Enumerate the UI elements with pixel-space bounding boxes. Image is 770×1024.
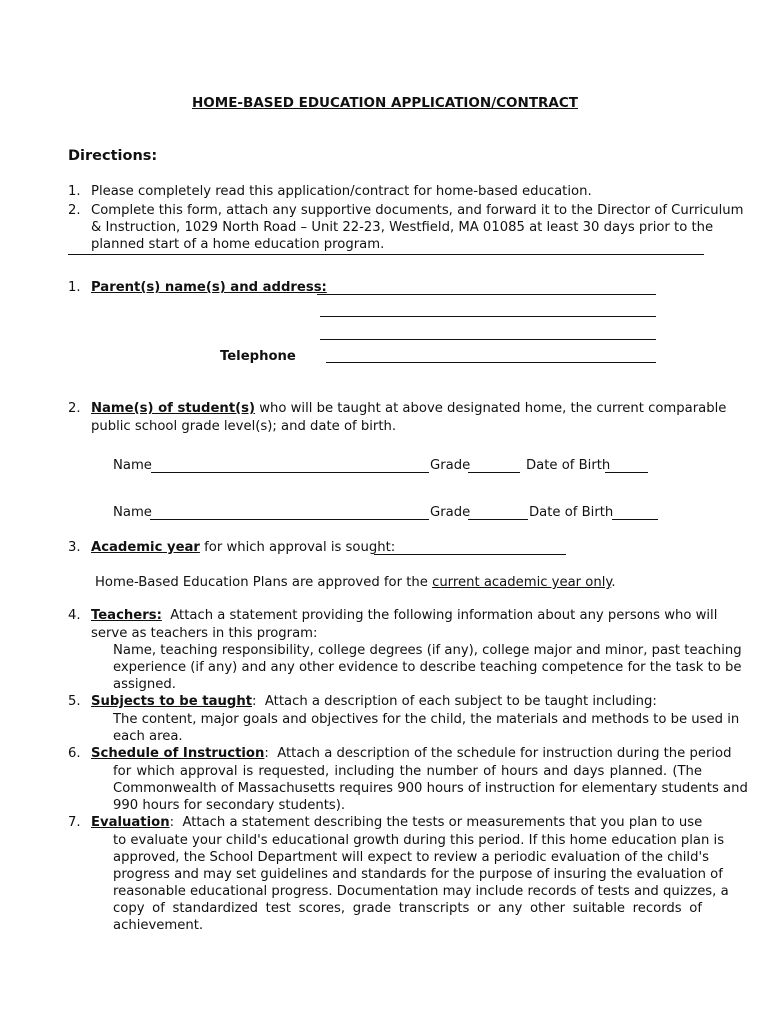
current-year-only-text: current academic year only bbox=[432, 575, 612, 590]
colon: : bbox=[169, 815, 175, 830]
direction-text: Complete this form, attach any supportive documents, and forward it to the Director of Curriculum bbox=[91, 203, 744, 218]
section-7-detail: achievement. bbox=[113, 918, 204, 933]
section-divider bbox=[68, 254, 704, 255]
colon: : bbox=[264, 746, 269, 761]
academic-year-note bbox=[95, 575, 616, 590]
section-4-detail: Name, teaching responsibility, college degrees (if any), college major and minor, past teaching bbox=[113, 643, 742, 658]
student-name-label: Name bbox=[113, 458, 152, 473]
section-4-first-line bbox=[91, 608, 717, 623]
direction-text: planned start of a home education program. bbox=[91, 237, 385, 252]
section-7-first-line bbox=[91, 815, 702, 830]
section-7-detail: to evaluate your child's educational growth during this period. If this home education plan is bbox=[113, 833, 725, 848]
section-2-text: public school grade level(s); and date of birth. bbox=[91, 419, 397, 434]
section-number: 7. bbox=[68, 815, 81, 830]
section-6-text: Attach a description of the schedule for instruction during the period bbox=[277, 746, 732, 761]
section-number: 4. bbox=[68, 608, 81, 623]
address-line-1-field[interactable] bbox=[320, 316, 656, 317]
direction-number: 1. bbox=[68, 184, 81, 199]
direction-text: & Instruction, 1029 North Road – Unit 22-23, Westfield, MA 01085 at least 30 days prior to the bbox=[91, 220, 714, 235]
section-6-detail: Commonwealth of Massachusetts requires 900 hours of instruction for elementary students and bbox=[113, 781, 748, 796]
telephone-field[interactable] bbox=[326, 362, 656, 363]
section-7-text: Attach a statement describing the tests or measurements that you plan to use bbox=[182, 815, 703, 830]
student-name-field[interactable] bbox=[151, 472, 429, 473]
parent-name-label: Parent(s) name(s) and address: bbox=[91, 280, 327, 295]
dob-label: Date of Birth bbox=[526, 458, 611, 473]
grade-label: Grade bbox=[430, 505, 471, 520]
dob-label: Date of Birth bbox=[529, 505, 614, 520]
section-number: 1. bbox=[68, 280, 81, 295]
section-4-text: serve as teachers in this program: bbox=[91, 626, 318, 641]
dob-field[interactable] bbox=[605, 472, 648, 473]
student-name-label: Name bbox=[113, 505, 152, 520]
section-4-detail: experience (if any) and any other evidence to describe teaching competence for the task to be bbox=[113, 660, 742, 675]
section-number: 6. bbox=[68, 746, 81, 761]
dob-field[interactable] bbox=[612, 519, 658, 520]
section-7-detail: approved, the School Department will expect to review a periodic evaluation of the child's bbox=[113, 850, 709, 865]
section-number: 5. bbox=[68, 694, 81, 709]
academic-year-label: Academic year bbox=[91, 540, 200, 555]
section-3-line bbox=[91, 540, 395, 555]
note-period: . bbox=[611, 575, 616, 590]
teachers-label: Teachers: bbox=[91, 608, 162, 623]
section-number: 3. bbox=[68, 540, 81, 555]
academic-year-field[interactable] bbox=[374, 554, 566, 555]
grade-field[interactable] bbox=[468, 472, 520, 473]
section-7-detail: copy of standardized test scores, grade transcripts or any other suitable records of bbox=[113, 901, 702, 916]
page-title: HOME-BASED EDUCATION APPLICATION/CONTRACT bbox=[192, 95, 578, 111]
section-2-first-line bbox=[91, 401, 726, 416]
colon: : bbox=[252, 694, 257, 709]
schedule-label: Schedule of Instruction bbox=[91, 746, 265, 761]
grade-field[interactable] bbox=[468, 519, 528, 520]
section-5-detail: each area. bbox=[113, 729, 183, 744]
section-4-detail: assigned. bbox=[113, 677, 176, 692]
student-names-label: Name(s) of student(s) bbox=[91, 401, 256, 416]
address-line-2-field[interactable] bbox=[320, 339, 656, 340]
section-7-detail: progress and may set guidelines and standards for the purpose of insuring the evaluation of bbox=[113, 867, 723, 882]
section-3-text: for which approval is sought: bbox=[204, 540, 396, 555]
section-7-detail: reasonable educational progress. Documentation may include records of tests and quizzes, a bbox=[113, 884, 729, 899]
section-5-first-line bbox=[91, 694, 657, 709]
direction-text: Please completely read this application/contract for home-based education. bbox=[91, 184, 592, 199]
section-6-detail: for which approval is requested, including the number of hours and days planned. (The bbox=[113, 764, 702, 779]
section-6-first-line bbox=[91, 746, 731, 761]
grade-label: Grade bbox=[430, 458, 471, 473]
section-4-text: Attach a statement providing the following information about any persons who will bbox=[170, 608, 718, 623]
section-2-text: who will be taught at above designated home, the current comparable bbox=[259, 401, 727, 416]
parent-name-field[interactable] bbox=[317, 294, 656, 295]
directions-heading: Directions: bbox=[68, 148, 158, 164]
section-6-detail: 990 hours for secondary students). bbox=[113, 798, 346, 813]
student-name-field[interactable] bbox=[150, 519, 429, 520]
section-number: 2. bbox=[68, 401, 81, 416]
direction-number: 2. bbox=[68, 203, 81, 218]
telephone-label: Telephone bbox=[220, 349, 296, 364]
section-5-detail: The content, major goals and objectives for the child, the materials and methods to be used in bbox=[113, 712, 740, 727]
subjects-label: Subjects to be taught bbox=[91, 694, 253, 709]
section-5-text: Attach a description of each subject to be taught including: bbox=[264, 694, 657, 709]
evaluation-label: Evaluation bbox=[91, 815, 170, 830]
note-text: Home-Based Education Plans are approved for the bbox=[95, 575, 433, 590]
